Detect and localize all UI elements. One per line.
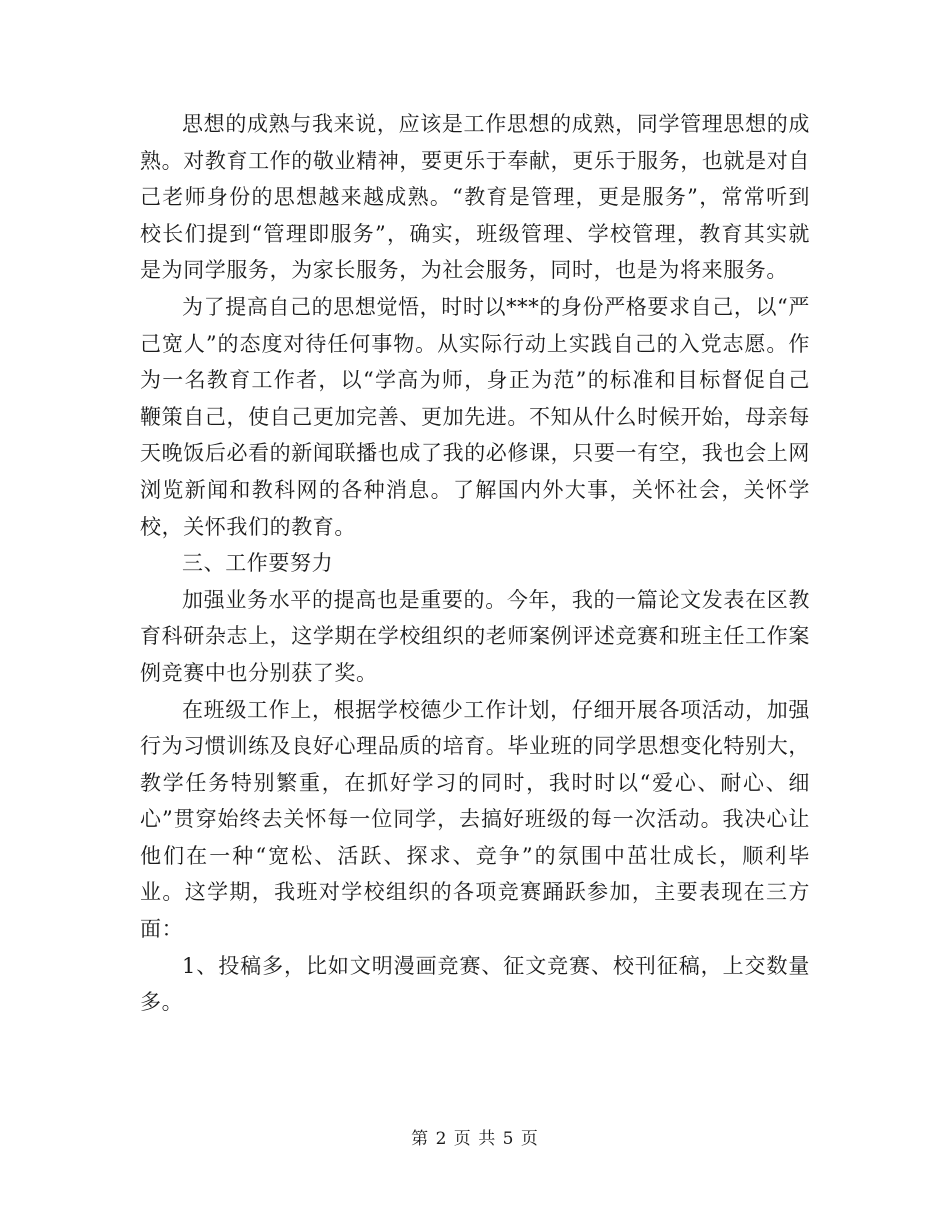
paragraph-1: 思想的成熟与我来说，应该是工作思想的成熟，同学管理思想的成熟。对教育工作的敬业精神，要更乐于奉献，更乐于服务，也就是对自己老师身份的思想越来越成熟。“教育是管理，更是服务”，常常听到校长们提到“管理即服务”，确实，班级管理、学校管理，教育其实就是为同学服务，为家长服务，为社会服务，同时，也是为将来服务。 xyxy=(140,112,810,283)
paragraph-2: 为了提高自己的思想觉悟，时时以***的身份严格要求自己，以“严己宽人”的态度对待任何事物。从实际行动上实践自己的入党志愿。作为一名教育工作者，以“学高为师，身正为范”的标准和目标督促自己鞭策自己，使自己更加完善、更加先进。不知从什么时候开始，母亲每天晚饭后必看的新闻联播也成了我的必修课，只要一有空，我也会上网浏览新闻和教科网的各种消息。了解国内外大事，关怀社会，关怀学校，关怀我们的教育。 xyxy=(140,294,810,539)
section-heading: 三、工作要努力 xyxy=(182,551,334,576)
paragraph-4: 在班级工作上，根据学校德少工作计划，仔细开展各项活动，加强行为习惯训练及良好心理品质的培育。毕业班的同学思想变化特别大，教学任务特别繁重，在抓好学习的同时，我时时以“爱心、耐心、细心”贯穿始终去关怀每一位同学，去搞好班级的每一次活动。我决心让他们在一种“宽松、活跃、探求、竞争”的氛围中茁壮成长，顺利毕业。这学期，我班对学校组织的各项竞赛踊跃参加，主要表现在三方面： xyxy=(140,697,810,942)
page-number-footer: 第 2 页 共 5 页 xyxy=(411,1129,539,1149)
document-body xyxy=(140,106,810,1021)
paragraph-3: 加强业务水平的提高也是重要的。今年，我的一篇论文发表在区教育科研杂志上，这学期在学校组织的老师案例评述竞赛和班主任工作案例竞赛中也分别获了奖。 xyxy=(140,587,810,685)
paragraph-5: 1、投稿多，比如文明漫画竞赛、征文竞赛、校刊征稿，上交数量多。 xyxy=(140,953,810,1015)
